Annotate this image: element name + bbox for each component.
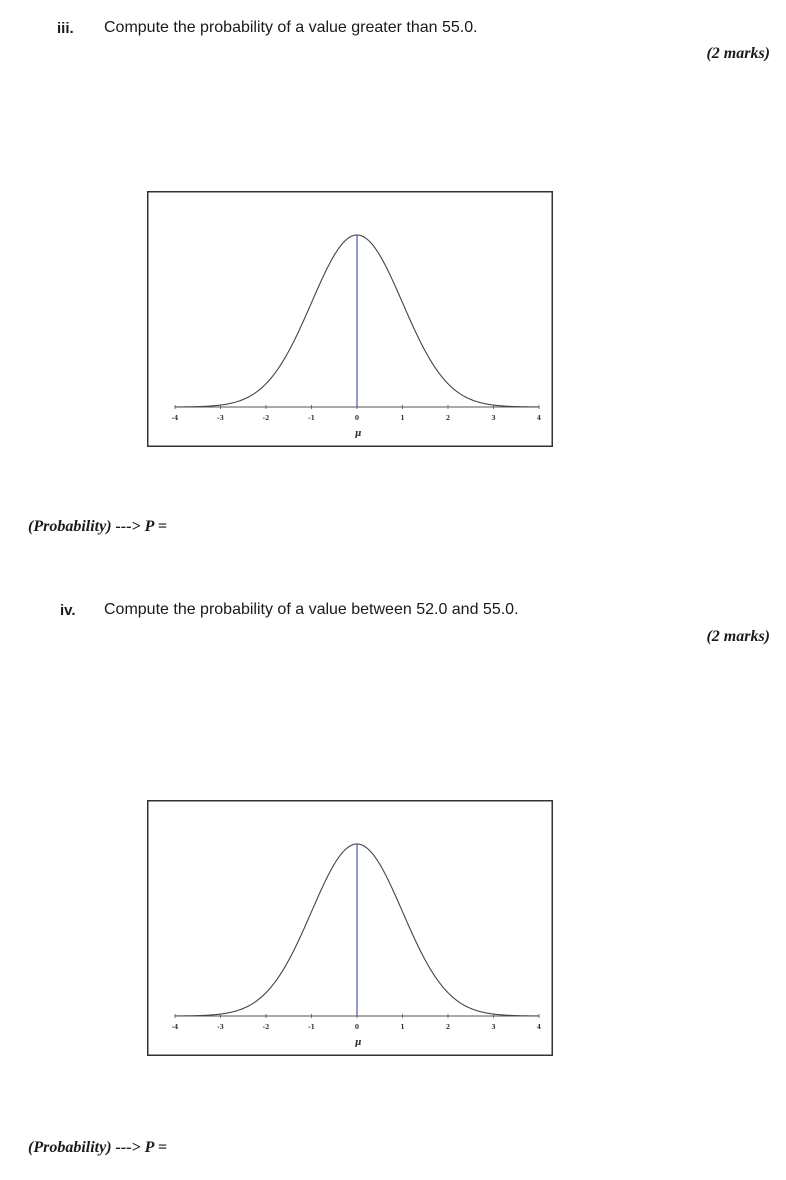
mu-label: μ — [354, 429, 362, 439]
question-text: Compute the probability of a value between 52.0 and 55.0. — [104, 601, 519, 618]
normal-curve-svg — [147, 800, 553, 1056]
x-tick-label: 4 — [536, 1024, 542, 1031]
x-tick-label: -2 — [262, 415, 270, 422]
x-tick-label: 0 — [354, 1024, 360, 1031]
x-tick-label: 4 — [536, 415, 542, 422]
question-text: Compute the probability of a value greater than 55.0. — [104, 19, 478, 36]
marks-label: (2 marks) — [706, 45, 770, 62]
x-tick-label: -3 — [217, 1024, 224, 1031]
normal-curve-chart — [147, 191, 553, 447]
x-tick-label: 3 — [491, 415, 496, 422]
x-tick-label: 2 — [445, 1024, 451, 1031]
x-tick-label: 3 — [491, 1024, 496, 1031]
x-tick-label: -1 — [308, 415, 315, 422]
x-tick-label: -1 — [308, 1024, 315, 1031]
x-tick-label: -3 — [217, 415, 224, 422]
x-tick-label: 1 — [400, 1024, 405, 1031]
mu-label: μ — [354, 1038, 362, 1048]
x-tick-label: -4 — [171, 415, 179, 422]
x-tick-label: -4 — [171, 1024, 179, 1031]
answer-probability-label: (Probability) ---> P = — [28, 518, 167, 535]
normal-curve-svg — [147, 191, 553, 447]
chart-frame — [148, 801, 553, 1056]
x-tick-label: 1 — [400, 415, 405, 422]
question-number: iv. — [60, 602, 76, 619]
normal-curve-chart — [147, 800, 553, 1056]
x-tick-label: 2 — [445, 415, 451, 422]
question-number: iii. — [57, 20, 74, 37]
chart-frame — [148, 192, 553, 447]
x-tick-label: 0 — [354, 415, 360, 422]
x-tick-label: -2 — [262, 1024, 270, 1031]
answer-probability-label: (Probability) ---> P = — [28, 1139, 167, 1156]
marks-label: (2 marks) — [706, 628, 770, 645]
